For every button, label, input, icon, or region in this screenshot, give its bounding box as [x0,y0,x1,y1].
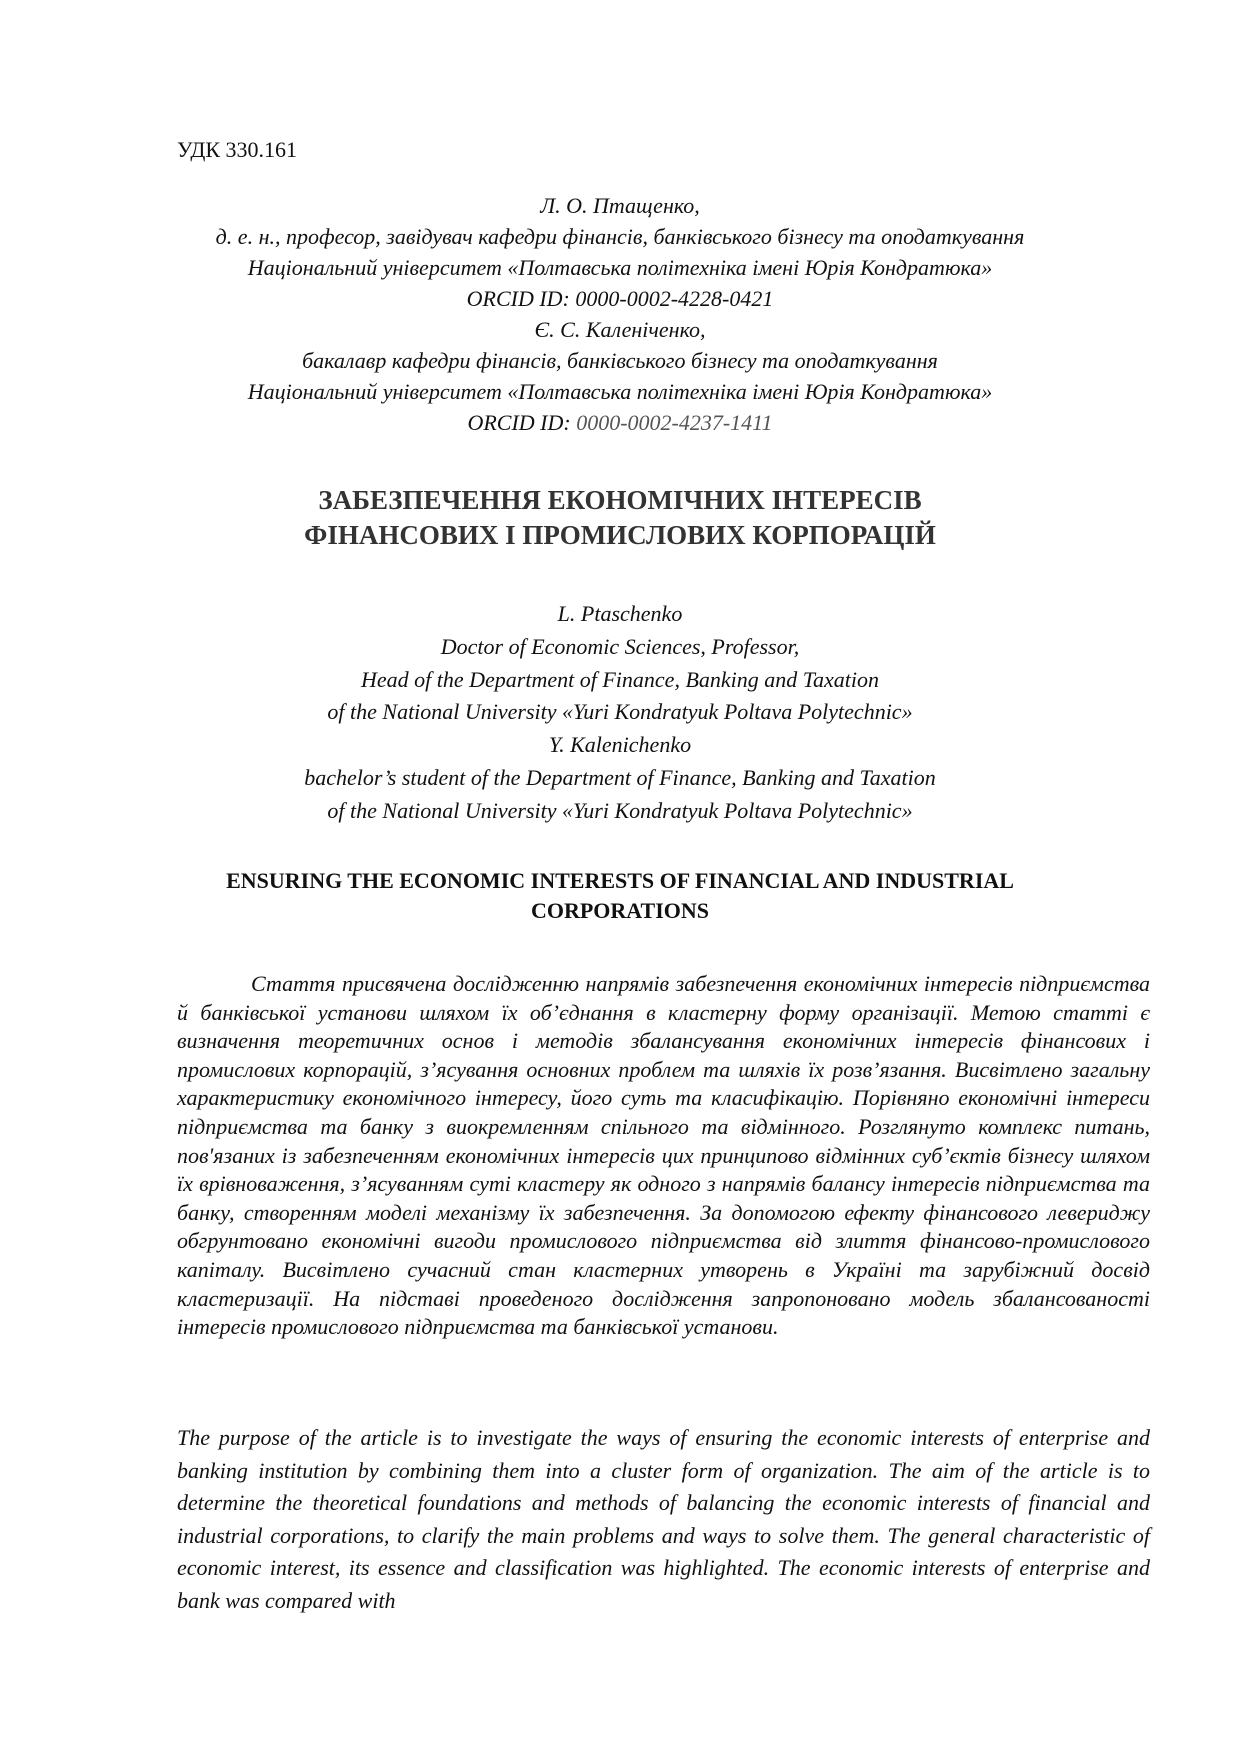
author1-degree-en: Doctor of Economic Sciences, Professor, [440,633,800,659]
author1-position-en: Head of the Department of Finance, Banking and Taxation [361,666,879,692]
author2-university-ua: Національний університет «Полтавська політехніка імені Юрія Кондратюка» [247,379,993,404]
abstract-english: The purpose of the article is to investigate the ways of ensuring the economic interests of enterprise and banking institution by combining them into a cluster form of organization. The aim of the article is to determine the theoretical foundations and methods of balancing the economic interests of financial and industrial corporations, to clarify the main problems and ways to solve them. The general characteristic of economic interest, its essence and classification was highlighted. The economic interests of enterprise and bank was compared with [177,1425,1150,1613]
author2-name-en: Y. Kalenichenko [548,732,692,758]
author2-orcid-number: 0000-0002-4237-1411 [576,410,773,435]
author1-orcid: ORCID ID: 0000-0002-4228-0421 [466,286,774,311]
author1-name-ua: Л. О. Птащенко, [540,193,700,218]
author2-name-ua: Є. С. Каленіченко, [534,317,706,342]
author2-position-ua: бакалавр кафедри фінансів, банківського бізнесу та оподаткування [302,348,938,373]
article-title-english: ENSURING THE ECONOMIC INTERESTS OF FINANCIAL AND INDUSTRIAL CORPORATIONS [226,868,1014,923]
author1-university-en: of the National University «Yuri Kondratyuk Poltava Polytechnic» [327,699,913,725]
author2-university-en: of the National University «Yuri Kondratyuk Poltava Polytechnic» [327,797,913,823]
author2-orcid [120,407,1120,438]
author1-position-ua: д. е. н., професор, завідувач кафедри фінансів, банківського бізнесу та оподаткування [215,224,1025,249]
title-ua-line-2: ФІНАНСОВИХ І ПРОМИСЛОВИХ КОРПОРАЦІЙ [304,520,936,550]
author1-university-ua: Національний університет «Полтавська політехніка імені Юрія Кондратюка» [247,255,993,280]
author2-orcid-label: ORCID ID: [467,410,577,435]
author1-name-en: L. Ptaschenko [557,601,683,626]
title-ua-line-1: ЗАБЕЗПЕЧЕННЯ ЕКОНОМІЧНИХ ІНТЕРЕСІВ [318,485,922,515]
authors-ukrainian [120,190,1120,438]
abstract-ukrainian: Стаття присвячена дослідженню напрямів забезпечення економічних інтересів підприємства й банківської установи шляхом їх об’єднання в кластерну форму організації. Метою статті є визначення теоретичних основ і методів збалансування економічних інтересів фінансових і промислових корпорацій, з’ясування основних проблем та шляхів їх розв’язання. Висвітлено загальну характеристику економічного інтересу, його суть та класифікацію. Порівняно економічні інтереси підприємства та банку з виокремленням спільного та відмінного. Розглянуто комплекс питань, пов'язаних із забезпеченням економічних інтересів цих принципово відмінних суб’єктів бізнесу шляхом їх врівноваження, з’ясуванням суті кластеру як одного з напрямів балансу інтересів підприємства та банку, створенням моделі механізму їх забезпечення. За допомогою ефекту фінансового левериджу обгрунтовано економічні вигоди промислового підприємства від злиття фінансово-промислового капіталу. Висвітлено сучасний стан кластерних утворень в Україні та зарубіжний досвід кластеризації. На підставі проведеного дослідження запропоновано модель збалансованості інтересів промислового підприємства та банківської установи. [177,971,1150,1340]
author2-position-en: bachelor’s student of the Department of Finance, Banking and Taxation [304,764,936,790]
authors-english [120,598,1120,828]
udk-code: УДК 330.161 [177,137,298,162]
article-title-ukrainian [120,483,1120,553]
